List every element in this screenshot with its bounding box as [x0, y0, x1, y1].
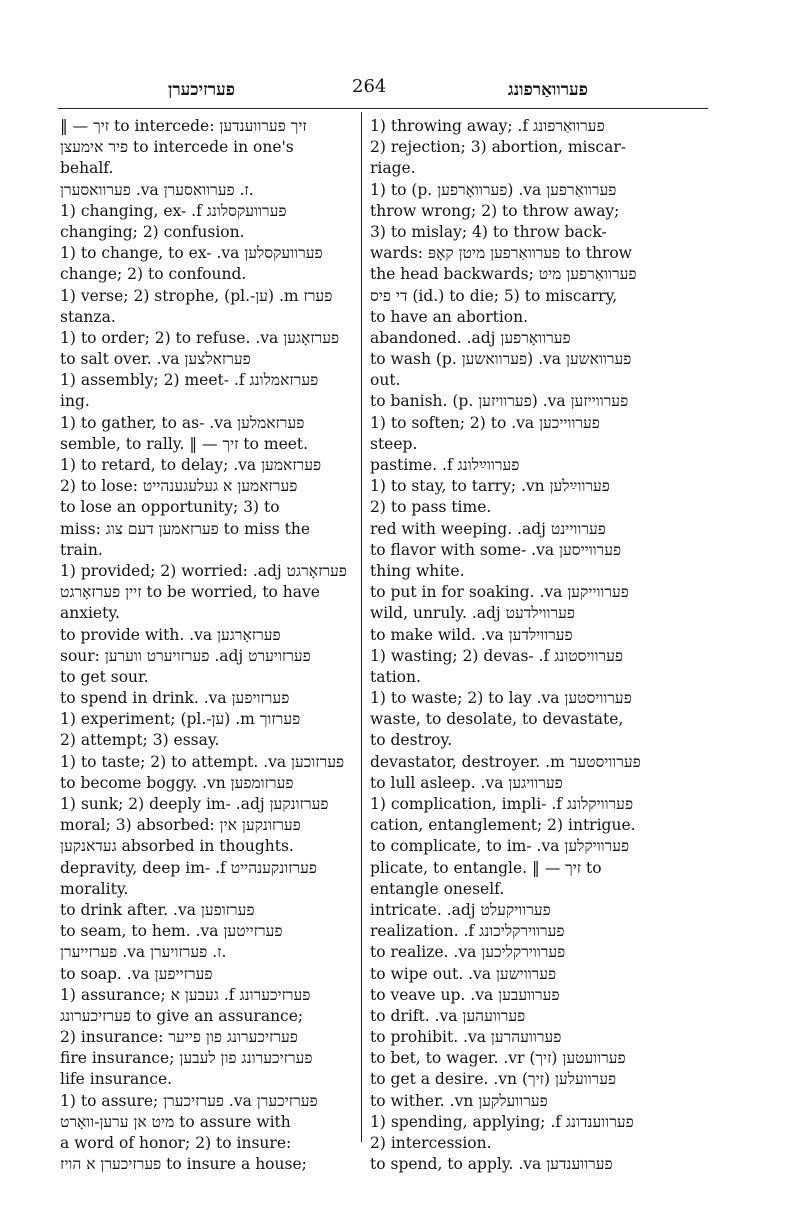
- page-number: 264: [352, 76, 387, 97]
- entry-line: to drift. .va פערוועהען: [370, 1006, 526, 1025]
- entry-line: to soap. .va פערזייפען: [60, 964, 213, 983]
- entry-line: life insurance.: [60, 1070, 173, 1089]
- entry-line: to lull asleep. .va פערוויגען: [370, 773, 563, 792]
- entry-line: entangle oneself.: [370, 879, 505, 898]
- entry-line: riage.: [370, 159, 416, 178]
- entry-line: 1) to assure; פערזיכערן .va פערזיכערן: [60, 1091, 318, 1110]
- entry-line: a word of honor; 2) to insure:: [60, 1134, 292, 1152]
- entry-line: to become boggy. .vn פערזומפען: [60, 773, 294, 792]
- entry-line: 1) verse; 2) strophe, (pl.-ען) .m פערז: [60, 286, 333, 305]
- entry-line: morality.: [60, 879, 129, 898]
- entry-line: to bet, to wager. .vr (זיך) פערוועטען: [370, 1049, 626, 1068]
- column-divider: [361, 112, 362, 1142]
- entry-line: 1) assembly; 2) meet- .f פערזאמלונג: [60, 371, 319, 390]
- entry-line: changing; 2) confusion.: [60, 222, 245, 241]
- entry-line: stanza.: [60, 307, 116, 326]
- entry-line: 1) to gather, to as- .va פערזאמלען: [60, 413, 305, 432]
- entry-line: intricate. .adj פערוויקעלט: [370, 900, 551, 919]
- entry-line: מיט אן ערען-וואָרט to assure with: [60, 1112, 291, 1131]
- entry-line: to wash (p. פערוואשען) .va פערוואשען: [370, 350, 632, 369]
- entry-line: plicate, to entangle. ‖ — זיך to: [370, 858, 602, 877]
- entry-line: 1) changing, ex- .f פערוועקסלונג: [60, 201, 287, 220]
- entry-line: 2) to pass time.: [370, 498, 492, 517]
- entry-line: to provide with. .va פערזאָרגען: [60, 625, 281, 644]
- entry-line: ‖ — זיך to intercede: זיך פערווענדען: [60, 117, 307, 135]
- entry-line: פערזיכערונג to give an assurance;: [60, 1006, 304, 1025]
- entry-line: 1) assurance; געבען א .f פערזיכערונג: [60, 985, 311, 1004]
- entry-line: to get a desire. .vn (זיך) פערוועלען: [370, 1070, 617, 1089]
- entry-line: behalf.: [60, 159, 114, 178]
- entry-line: ing.: [60, 392, 90, 411]
- entry-line: cation, entanglement; 2) intrigue.: [370, 816, 636, 835]
- entry-line: פערזיכערן א הויז to insure a house;: [60, 1155, 307, 1174]
- entry-line: abandoned. .adj פערוואָרפען: [370, 328, 571, 347]
- entry-line: 1) throwing away; .f פערוואַרפונג: [370, 117, 605, 135]
- entry-line: to wipe out. .va פערווישען: [370, 964, 557, 983]
- entry-line: 1) to order; 2) to refuse. .va פערזאָגען: [60, 328, 340, 347]
- entry-line: wards: פערוואַרפען מיטן קאָפּ to throw: [370, 244, 632, 263]
- entry-line: to prohibit. .va פערוועהרען: [370, 1028, 562, 1047]
- entry-line: 1) experiment; (pl.-ען) .m פערזוך: [60, 710, 301, 729]
- entry-line: tation.: [370, 667, 421, 686]
- entry-line: 2) attempt; 3) essay.: [60, 731, 220, 750]
- entry-line: 1) to taste; 2) to attempt. .va פערזוכען: [60, 752, 345, 771]
- entry-line: to make wild. .va פערווילדען: [370, 625, 573, 644]
- entry-line: 3) to mislay; 4) to throw back-: [370, 222, 607, 241]
- entry-line: 2) to lose: פערזאמען א געלעגענהייט: [60, 477, 298, 496]
- entry-line: to get sour.: [60, 667, 149, 686]
- entry-line: 1) provided; 2) worried: .adj פערזאָרגט: [60, 561, 347, 580]
- entry-line: change; 2) to confound.: [60, 265, 247, 284]
- entry-line: פערוואסערן .va ז. פערוואסערן.: [60, 180, 254, 199]
- entry-line: to drink after. .va פערזופען: [60, 900, 255, 919]
- entry-line: 1) spending, applying; .f פערווענדונג: [370, 1112, 634, 1131]
- entry-line: miss: פערזאמען דעם צוג to miss the: [60, 519, 311, 538]
- entry-line: waste, to desolate, to devastate,: [370, 710, 624, 729]
- entry-line: 1) to stay, to tarry; .vn פערווײַלען: [370, 477, 610, 496]
- entry-line: 1) to waste; 2) to lay .va פערוויסטען: [370, 689, 632, 708]
- entry-line: 1) to change, to ex- .va פערוועקסלען: [60, 244, 323, 263]
- entry-line: זיין פערזאָרגט to be worried, to have: [60, 583, 320, 602]
- entry-line: to complicate, to im- .va פערוויקלען: [370, 837, 630, 856]
- entry-line: pastime. .f פערווײַלונג: [370, 456, 520, 474]
- entry-line: anxiety.: [60, 604, 120, 623]
- entry-line: to banish. (p. פערוויזען) .va פערווייזען: [370, 392, 629, 411]
- entry-line: די פיס (id.) to die; 5) to miscarry,: [370, 286, 618, 305]
- entry-line: thing white.: [370, 561, 465, 580]
- entry-line: to flavor with some- .va פערווייסען: [370, 540, 622, 559]
- entry-line: to realize. .va פערווירקליכען: [370, 943, 566, 962]
- running-head-right: פערוואַרפונג: [508, 80, 588, 100]
- entry-line: the head backwards; פערוואַרפען מיט: [370, 265, 637, 284]
- running-head-left: פערזיכערן: [168, 80, 236, 100]
- entry-line: 1) wasting; 2) devas- .f פערוויסטונג: [370, 646, 623, 665]
- entry-line: 1) to soften; 2) to .va פערווייכען: [370, 413, 600, 432]
- header-rule: [58, 108, 708, 109]
- entry-line: throw wrong; 2) to throw away;: [370, 201, 620, 220]
- entry-line: train.: [60, 540, 103, 559]
- right-column: [370, 116, 653, 1175]
- entry-line: to veave up. .va פערוועבען: [370, 985, 560, 1004]
- entry-line: 1) complication, impli- .f פערוויקלונג: [370, 795, 634, 813]
- entry-line: red with weeping. .adj פערוויינט: [370, 519, 606, 538]
- entry-line: 2) insurance: פערזיכערונג פון פייער: [60, 1028, 298, 1047]
- entry-line: to salt over. .va פערזאלצען: [60, 350, 251, 369]
- entry-line: to seam, to hem. .va פערזייטען: [60, 922, 283, 941]
- entry-line: fire insurance; פערזיכערונג פון לעבען: [60, 1049, 313, 1068]
- entry-line: 1) to (p. פערוואָרפען) .va פערוואַרפען: [370, 180, 617, 199]
- entry-line: to spend, to apply. .va פערווענדען: [370, 1155, 613, 1174]
- entry-line: moral; 3) absorbed: פערזונקען אין: [60, 816, 301, 835]
- entry-line: devastator, destroyer. .m פערוויסטער: [370, 752, 641, 771]
- entry-line: sour: פערזויערט ווערען .adj פערזויערט: [60, 646, 311, 665]
- entry-line: to destroy.: [370, 731, 453, 750]
- entry-line: depravity, deep im- .f פערזונקענהייט: [60, 858, 318, 877]
- entry-line: 2) intercession.: [370, 1134, 492, 1152]
- entry-line: to put in for soaking. .va פערווייקען: [370, 583, 629, 602]
- entry-line: 1) sunk; 2) deeply im- .adj פערזונקען: [60, 795, 329, 813]
- entry-line: realization. .f פערווירקליכונג: [370, 922, 565, 941]
- entry-line: out.: [370, 371, 401, 390]
- entry-line: semble, to rally. ‖ — זיך to meet.: [60, 434, 309, 453]
- entry-line: 1) to retard, to delay; .va פערזאמען: [60, 456, 322, 474]
- entry-line: 2) rejection; 3) abortion, miscar-: [370, 138, 626, 157]
- left-column: [60, 116, 348, 1175]
- entry-line: פיר אימעצן to intercede in one's: [60, 138, 294, 157]
- entry-line: to spend in drink. .va פערזויפען: [60, 689, 290, 708]
- entry-line: wild, unruly. .adj פערווילדעט: [370, 604, 575, 623]
- entry-line: to lose an opportunity; 3) to: [60, 498, 280, 517]
- entry-line: געדאנקען absorbed in thoughts.: [60, 837, 294, 856]
- entry-line: to wither. .vn פערוועלקען: [370, 1091, 548, 1110]
- page-header: [0, 76, 788, 106]
- entry-line: פערזייערן .va ז. פערזויערן.: [60, 943, 227, 962]
- entry-line: to have an abortion.: [370, 307, 529, 326]
- entry-line: steep.: [370, 434, 418, 453]
